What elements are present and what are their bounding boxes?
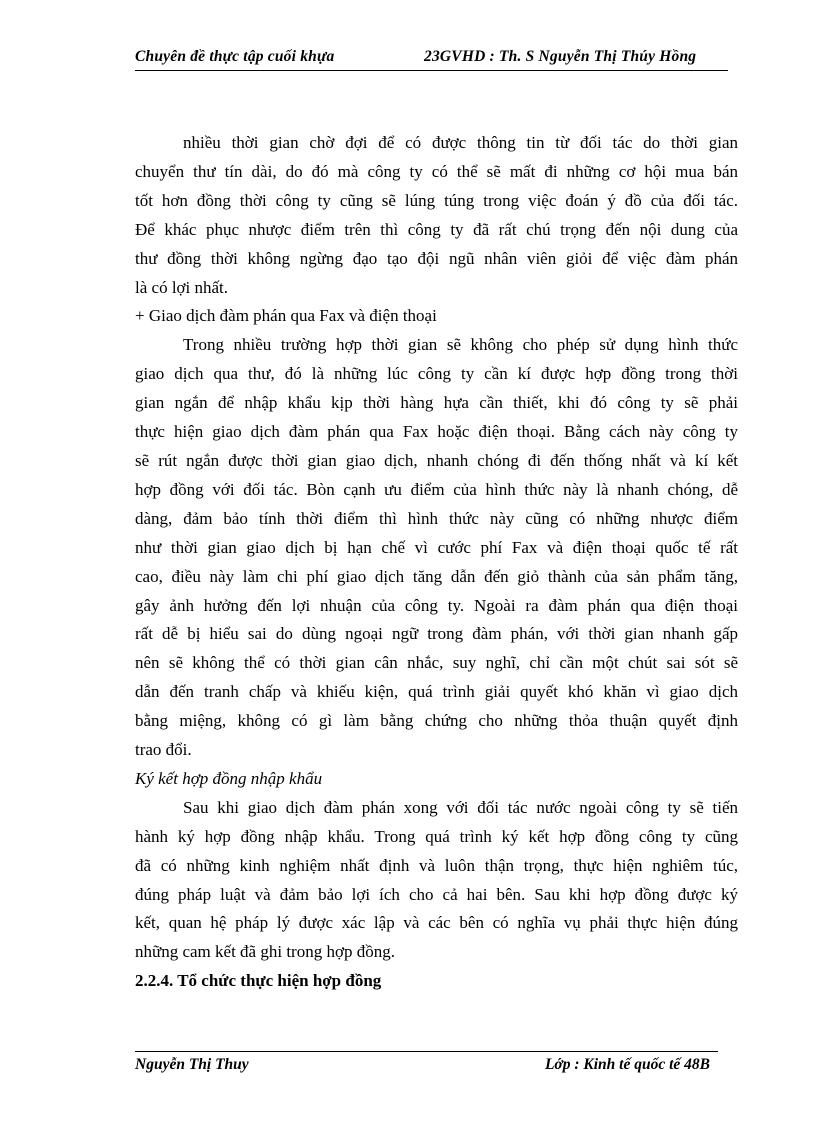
text-line: giao dịch qua thư, đó là những lúc công ty cần kí được hợp đồng trong thời [135,364,738,384]
text-line: đã có những kinh nghiệm nhất định và luôn thận trọng, thực hiện nghiêm túc, [135,855,738,875]
text-line: Trong nhiều trường hợp thời gian sẽ không cho phép sử dụng hình thức [183,335,738,355]
subheading-contract-signing: Ký kết hợp đồng nhập khẩu [135,768,323,788]
page-footer [135,1056,718,1078]
paragraph-contract-signing [135,794,738,967]
text-line: Để khác phục nhược điểm trên thì công ty đã rất chú trọng đến nội dung của [135,219,738,239]
text-line: dẫn đến tranh chấp và khiếu kiện, quá trình giải quyết khó khăn vì giao dịch [135,682,738,702]
text-line: như thời gian giao dịch bị hạn chế vì cước phí Fax và điện thoại quốc tế rất [135,537,738,557]
paragraph-fax-phone [135,331,738,765]
text-line: là có lợi nhất. [135,277,229,297]
footer-rule [135,1051,718,1052]
header-document-title: Chuyên đề thực tập cuối khựa [135,48,335,65]
text-line: thư đồng thời không ngừng đạo tạo đội ngũ nhân viên giỏi để việc đàm phán [135,248,738,268]
text-line: gây ảnh hưởng đến lợi nhuận của công ty. Ngoài ra đàm phán qua điện thoại [135,595,738,615]
text-line: rất dễ bị hiểu sai do dùng ngoại ngữ trong đàm phán, với thời gian nhanh gấp [135,624,738,644]
text-line: thực hiện giao dịch đàm phán qua Fax hoặc điện thoại. Bằng cách này công ty [135,422,738,442]
text-line: những cam kết đã ghi trong hợp đồng. [135,942,395,962]
text-line: gian ngắn để nhập khẩu kịp thời hàng hựa cần thiết, khi đó công ty sẽ phải [135,393,738,413]
text-line: tốt hơn đồng thời công ty cũng sẽ lúng túng trong việc đoán ý đồ của đối tác. [135,190,738,210]
text-line: hợp đồng với đối tác. Bòn cạnh ưu điểm của hình thức này là nhanh chóng, dễ [135,479,738,499]
text-line: bằng miệng, không có gì làm bằng chứng cho những thỏa thuận quyết định [135,711,738,731]
text-line: sẽ rút ngắn được thời gian giao dịch, nhanh chóng đi đến thống nhất và kí kết [135,450,738,470]
header-rule [135,70,728,71]
text-line: đúng pháp luật và đảm bảo lợi ích cho cả hai bên. Sau khi hợp đồng được ký [135,884,738,904]
section-heading: 2.2.4. Tổ chức thực hiện hợp đồng [135,971,382,991]
page-header [135,48,728,72]
text-line: cao, điều này làm chi phí giao dịch tăng dẫn đến giỏ thành của sản phẩm tăng, [135,566,738,586]
page-body [135,129,738,996]
header-page-and-supervisor: 23GVHD : Th. S Nguyễn Thị Thúy Hồng [424,48,697,65]
text-line: kết, quan hệ pháp lý được xác lập và các bên có nghĩa vụ phải thực hiện đúng [135,913,738,933]
footer-author: Nguyễn Thị Thuy [135,1056,249,1073]
paragraph-continuation [135,129,738,302]
text-line: dàng, đảm bảo tính thời điểm thì hình thức này cũng có những nhược điểm [135,508,738,528]
text-line: nên sẽ không thể có thời gian cân nhắc, suy nghĩ, chỉ cần một chút sai sót sẽ [135,653,738,673]
text-line: hành ký hợp đồng nhập khẩu. Trong quá trình ký kết hợp đồng công ty cũng [135,826,738,846]
text-line: nhiều thời gian chờ đợi để có được thông tin từ đối tác do thời gian [183,133,738,152]
subheading-fax-phone: + Giao dịch đàm phán qua Fax và điện thoại [135,306,437,326]
text-line: Sau khi giao dịch đàm phán xong với đối tác nước ngoài công ty sẽ tiến [183,797,738,817]
text-line: trao đổi. [135,740,192,760]
text-line: chuyển thư tín dài, do đó mà công ty có thể sẽ mất đi những cơ hội mua bán [135,161,738,181]
footer-class: Lớp : Kinh tế quốc tế 48B [544,1056,710,1073]
